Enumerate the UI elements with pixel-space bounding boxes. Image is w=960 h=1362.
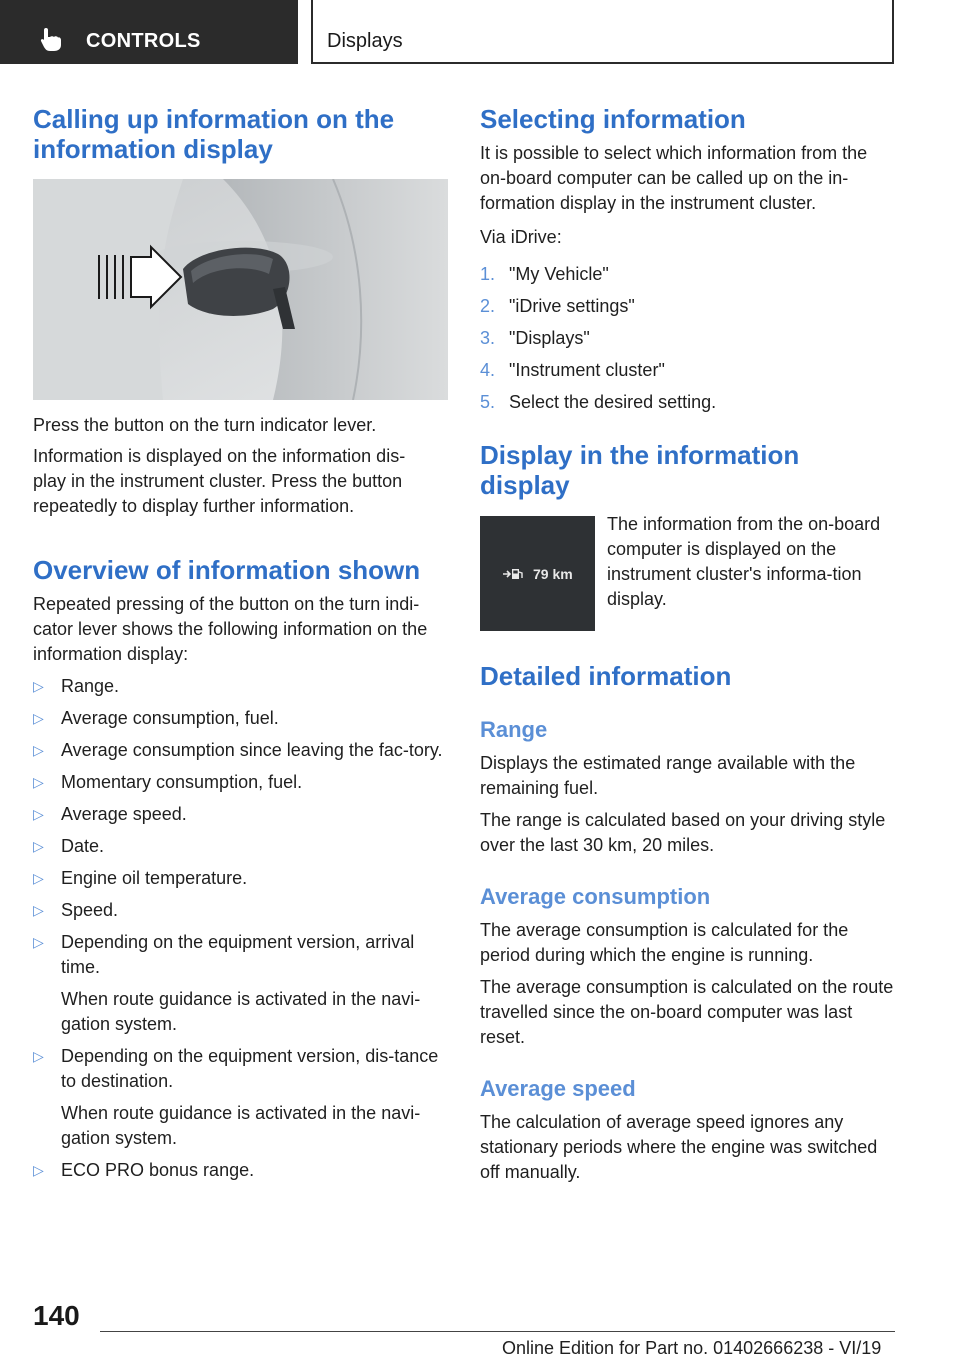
subheading-average-speed: Average speed — [480, 1076, 636, 1101]
info-bullet-list — [33, 674, 443, 1190]
step-item — [480, 358, 898, 383]
triangle-bullet-icon: ▷ — [33, 742, 44, 758]
heading-calling-up-info: Calling up information on the information display — [33, 104, 395, 164]
subheading-average-consumption: Average consumption — [480, 884, 711, 909]
triangle-bullet-icon: ▷ — [33, 774, 44, 790]
step-text: Select the desired setting. — [509, 392, 717, 412]
heading-display-info: Display in the information display — [480, 440, 800, 500]
paragraph-via-idrive: Via iDrive: — [480, 227, 562, 247]
step-number: 4. — [480, 360, 496, 380]
paragraph-info-displayed: Information is displayed on the information dis-play in the instrument cluster. Press the button repeatedly to display further information. — [33, 446, 406, 516]
list-item — [33, 1158, 443, 1183]
list-item-note: When route guidance is activated in the navi-gation system. — [61, 989, 421, 1034]
triangle-bullet-icon: ▷ — [33, 710, 44, 726]
heading-overview: Overview of information shown — [33, 555, 421, 585]
step-item — [480, 262, 898, 287]
list-item-text: Date. — [61, 836, 105, 856]
edition-text: Online Edition for Part no. 01402666238 - VI/19 — [502, 1338, 882, 1358]
page-header — [0, 0, 960, 66]
triangle-bullet-icon: ▷ — [33, 838, 44, 854]
triangle-bullet-icon: ▷ — [33, 870, 44, 886]
list-item-text: Average speed. — [61, 804, 187, 824]
step-text: "Displays" — [509, 328, 590, 348]
paragraph-avg-consumption-2: The average consumption is calculated on the route travelled since the on-board computer was last reset. — [480, 977, 894, 1047]
paragraph-range-2: The range is calculated based on your driving style over the last 30 km, 20 miles. — [480, 810, 886, 855]
triangle-bullet-icon: ▷ — [33, 806, 44, 822]
triangle-bullet-icon: ▷ — [33, 902, 44, 918]
list-item-text: Average consumption, fuel. — [61, 708, 279, 728]
page-number: 140 — [33, 1300, 80, 1331]
chapter-tab-label: Displays — [327, 30, 403, 52]
triangle-bullet-icon: ▷ — [33, 1162, 44, 1178]
section-tab-label: CONTROLS — [86, 30, 201, 52]
display-range-value: 79 km — [533, 566, 573, 582]
info-display-illustration — [480, 516, 595, 631]
step-number: 1. — [480, 264, 496, 284]
section-tab-controls[interactable] — [0, 0, 298, 64]
paragraph-avg-consumption-1: The average consumption is calculated for the period during which the engine is running. — [480, 920, 849, 965]
triangle-bullet-icon: ▷ — [33, 1048, 44, 1064]
list-item-text: ECO PRO bonus range. — [61, 1160, 255, 1180]
step-item — [480, 294, 898, 319]
step-item — [480, 390, 898, 415]
step-text: "My Vehicle" — [509, 264, 609, 284]
paragraph-avg-speed: The calculation of average speed ignores any stationary periods where the engine was switched off manually. — [480, 1112, 878, 1182]
heading-selecting-info: Selecting information — [480, 104, 746, 134]
step-number: 5. — [480, 392, 496, 412]
paragraph-press-button: Press the button on the turn indicator lever. — [33, 415, 377, 435]
heading-detailed-info: Detailed information — [480, 661, 732, 691]
list-item-text: Range. — [61, 676, 120, 696]
list-item — [33, 1044, 443, 1151]
list-item-text: Momentary consumption, fuel. — [61, 772, 303, 792]
step-number: 2. — [480, 296, 496, 316]
paragraph-display-description: The information from the on-board computer is displayed on the instrument cluster's informa-tion display. — [607, 514, 881, 609]
list-item — [33, 930, 443, 1037]
fuel-pump-range-icon — [502, 567, 524, 581]
list-item — [33, 866, 443, 891]
step-item — [480, 326, 898, 351]
triangle-bullet-icon: ▷ — [33, 678, 44, 694]
list-item — [33, 834, 443, 859]
step-number: 3. — [480, 328, 496, 348]
list-item — [33, 802, 443, 827]
step-text: "iDrive settings" — [509, 296, 635, 316]
list-item — [33, 706, 443, 731]
list-item-note: When route guidance is activated in the navi-gation system. — [61, 1103, 421, 1148]
list-item — [33, 674, 443, 699]
subheading-range: Range — [480, 717, 548, 742]
list-item-text: Depending on the equipment version, arrival time. — [61, 932, 415, 977]
step-text: "Instrument cluster" — [509, 360, 665, 380]
list-item-text: Average consumption since leaving the fac-tory. — [61, 740, 443, 760]
paragraph-select-info: It is possible to select which information from the on-board computer can be called up on the in-formation display in the instrument cluster. — [480, 143, 868, 213]
paragraph-range-1: Displays the estimated range available with the remaining fuel. — [480, 753, 856, 798]
footer-divider — [100, 1331, 895, 1332]
paragraph-repeated-pressing: Repeated pressing of the button on the turn indi-cator lever shows the following information on the information display: — [33, 594, 428, 664]
list-item — [33, 770, 443, 795]
list-item-text: Speed. — [61, 900, 119, 920]
hand-pointer-icon — [38, 26, 64, 52]
chapter-tab-displays[interactable] — [311, 0, 894, 64]
list-item — [33, 898, 443, 923]
triangle-bullet-icon: ▷ — [33, 934, 44, 950]
list-item — [33, 738, 443, 763]
list-item-text: Engine oil temperature. — [61, 868, 248, 888]
turn-indicator-lever-illustration — [33, 179, 448, 400]
list-item-text: Depending on the equipment version, dis-tance to destination. — [61, 1046, 439, 1091]
idrive-steps-list — [480, 262, 898, 422]
